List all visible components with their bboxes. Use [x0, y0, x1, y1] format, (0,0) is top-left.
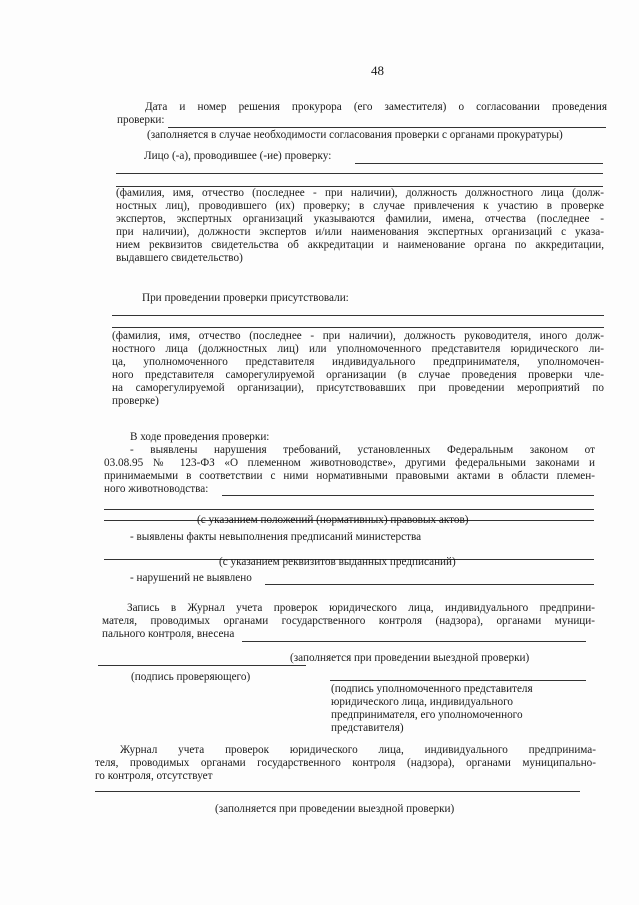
violations-line4: ного животноводства: — [104, 483, 209, 495]
violations-field-line-1 — [222, 495, 594, 496]
prosecutor-decision-hint: (заполняется в случае необходимости согласования проверки с органами прокуратуры) — [147, 129, 563, 141]
inspector-desc-line6: выдавшего свидетельство) — [116, 252, 243, 264]
present-persons-desc-line1: (фамилия, имя, отчество (последнее - при наличии), должность руководителя, иного долж- — [112, 330, 604, 342]
inspector-desc-line4: при наличии), должности экспертов и/или наименования экспертных организаций с указа- — [116, 226, 604, 238]
violations-field-line-2 — [104, 509, 594, 510]
no-violations-item: - нарушений не выявлено — [130, 572, 252, 584]
prosecutor-decision-field-line — [168, 127, 606, 128]
journal-absent-field-line — [95, 791, 580, 792]
journal-entry-line2: мателя, проводимых органами государственного контроля (надзора), органами муници- — [102, 615, 595, 627]
present-persons-desc-line6: проверке) — [112, 395, 159, 407]
inspection-results-heading: В ходе проведения проверки: — [130, 431, 270, 443]
representative-signature-caption-line3: предпринимателя, его уполномоченного — [331, 709, 523, 721]
unfulfilled-orders-item: - выявлены факты невыполнения предписаний министерства — [130, 531, 422, 543]
present-persons-label: При проведении проверки присутствовали: — [142, 292, 349, 304]
unfulfilled-orders-hint: (с указанием реквизитов выданных предписаний) — [219, 556, 456, 568]
inspector-field-line-1 — [355, 163, 603, 164]
inspector-signature-caption: (подпись проверяющего) — [131, 671, 251, 683]
present-persons-desc-line2: ностного лица (должностных лиц) или уполномоченного представителя юридического ли- — [112, 343, 604, 355]
journal-absent-line2: теля, проводимых органами государственного контроля (надзора), органами муниципально- — [95, 757, 596, 769]
journal-entry-line1: Запись в Журнал учета проверок юридического лица, индивидуального предприни- — [127, 602, 595, 614]
inspector-desc-line5: нием реквизитов свидетельства об аккредитации и наименование органа по аккредитации, — [116, 239, 604, 251]
inspector-desc-line2: ностных лиц), проводившего (их) проверку; в случае привлечения к участию в проверке — [116, 200, 604, 212]
present-persons-desc-line3: ца, уполномоченного представителя индивидуального предпринимателя, уполномочен- — [112, 356, 604, 368]
journal-absent-line1: Журнал учета проверок юридического лица, индивидуального предпринима- — [120, 744, 596, 756]
violations-line2: 03.08.95 № 123-ФЗ «О племенном животноводстве», другими федеральными законами и — [104, 457, 595, 469]
journal-entry-hint: (заполняется при проведении выездной проверки) — [290, 652, 530, 664]
representative-signature-caption-line1: (подпись уполномоченного представителя — [331, 683, 533, 695]
journal-entry-field-line — [242, 641, 586, 642]
present-persons-desc-line4: ного представителя саморегулируемой организации (в случае проведения проверки чле- — [112, 369, 604, 381]
representative-signature-caption-line4: представителя) — [331, 722, 404, 734]
violations-hint: (с указанием положений (нормативных) правовых актов) — [197, 514, 469, 526]
present-persons-desc-line5: на саморегулируемой организации), присутствовавших при проведении мероприятий по — [112, 382, 604, 394]
present-persons-field-line-2 — [112, 327, 604, 328]
inspector-field-line-2 — [116, 173, 603, 174]
journal-absent-line3: го контроля, отсутствует — [95, 770, 213, 782]
present-persons-field-line-1 — [112, 315, 604, 316]
inspector-signature-line — [98, 665, 306, 666]
prosecutor-decision-text-line1: Дата и номер решения прокурора (его заместителя) о согласовании проведения — [145, 101, 607, 113]
prosecutor-decision-text-line2: проверки: — [117, 114, 165, 126]
journal-absent-hint: (заполняется при проведении выездной проверки) — [215, 803, 455, 815]
inspector-label: Лицо (-а), проводившее (-ие) проверку: — [144, 150, 332, 162]
inspector-desc-line1: (фамилия, имя, отчество (последнее - при наличии), должность должностного лица (долж- — [116, 187, 604, 199]
violations-line3: принимаемыми в соответствии с ними нормативными правовыми актами в области племен- — [104, 470, 595, 482]
inspector-desc-line3: экспертов, экспертных организаций указываются фамилии, имена, отчества (последнее - — [116, 213, 604, 225]
journal-entry-line3: пального контроля, внесена — [102, 628, 235, 640]
page-number: 48 — [371, 63, 384, 78]
violations-line1: - выявлены нарушения требований, установленных Федеральным законом от — [130, 444, 595, 456]
representative-signature-caption-line2: юридического лица, индивидуального — [331, 696, 514, 708]
representative-signature-line — [330, 680, 586, 681]
no-violations-field-line — [265, 584, 594, 585]
